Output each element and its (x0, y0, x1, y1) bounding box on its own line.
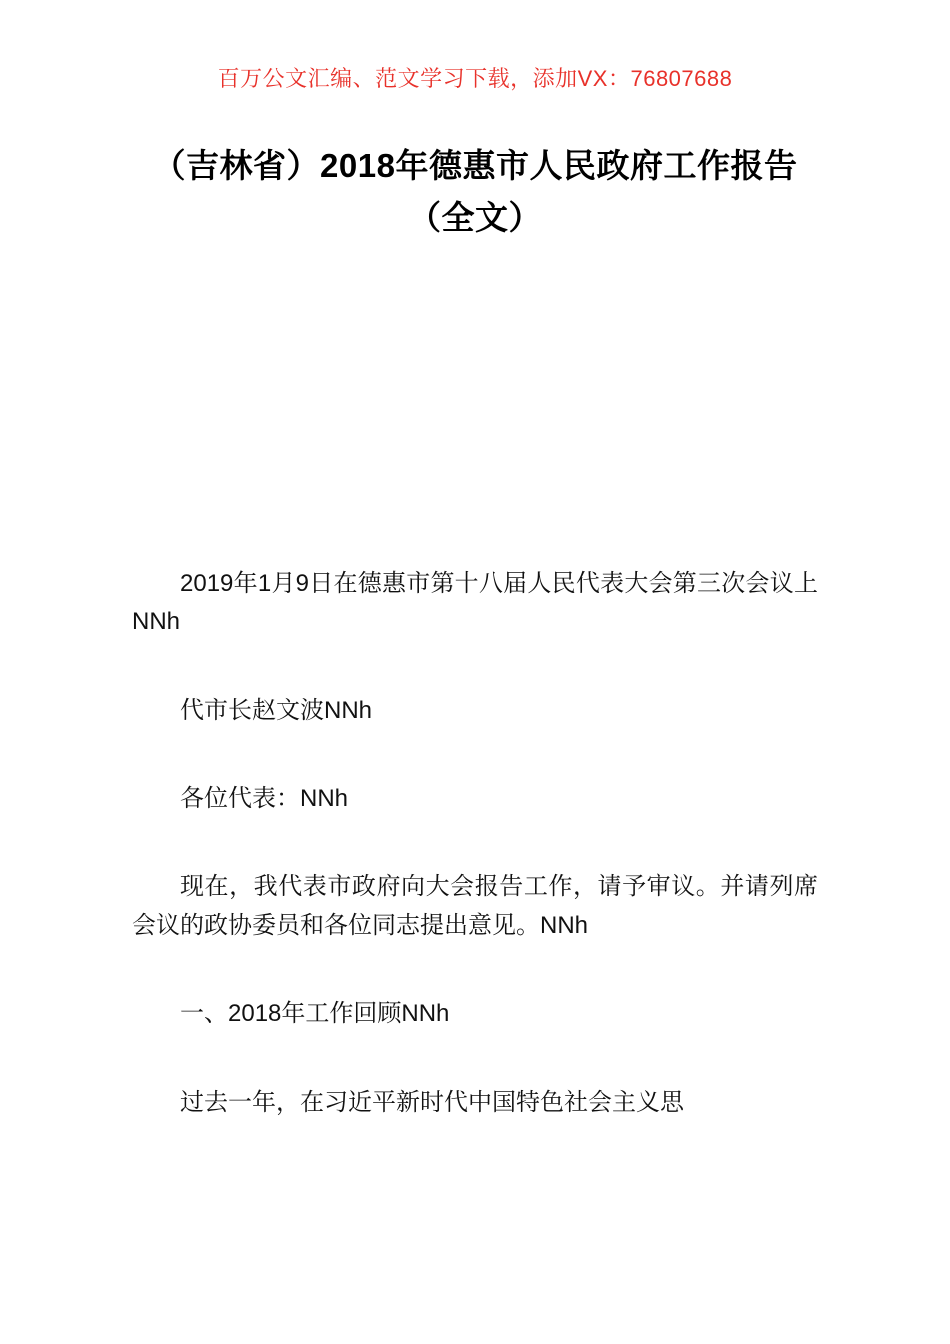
watermark-banner: 百万公文汇编、范文学习下载，添加VX：76807688 (217, 66, 733, 91)
paragraph-section-one-heading: 一、2018年工作回顾NNh (180, 1000, 450, 1028)
paragraph-meeting-info: 2019年1月9日在德惠市第十八届人民代表大会第三次会议上NNh (132, 569, 818, 636)
title-body-spacer (132, 265, 818, 565)
page-title: （吉林省）2018年德惠市人民政府工作报告（全文） (152, 147, 798, 236)
paragraph-section-one-body: 过去一年，在习近平新时代中国特色社会主义思 (180, 1088, 684, 1116)
paragraph-speaker: 代市长赵文波NNh (180, 696, 373, 724)
paragraph-opening: 现在，我代表市政府向大会报告工作，请予审议。并请列席会议的政协委员和各位同志提出意见。NNh (132, 873, 818, 939)
paragraph-salutation: 各位代表：NNh (180, 784, 349, 812)
document-body (132, 565, 818, 1122)
